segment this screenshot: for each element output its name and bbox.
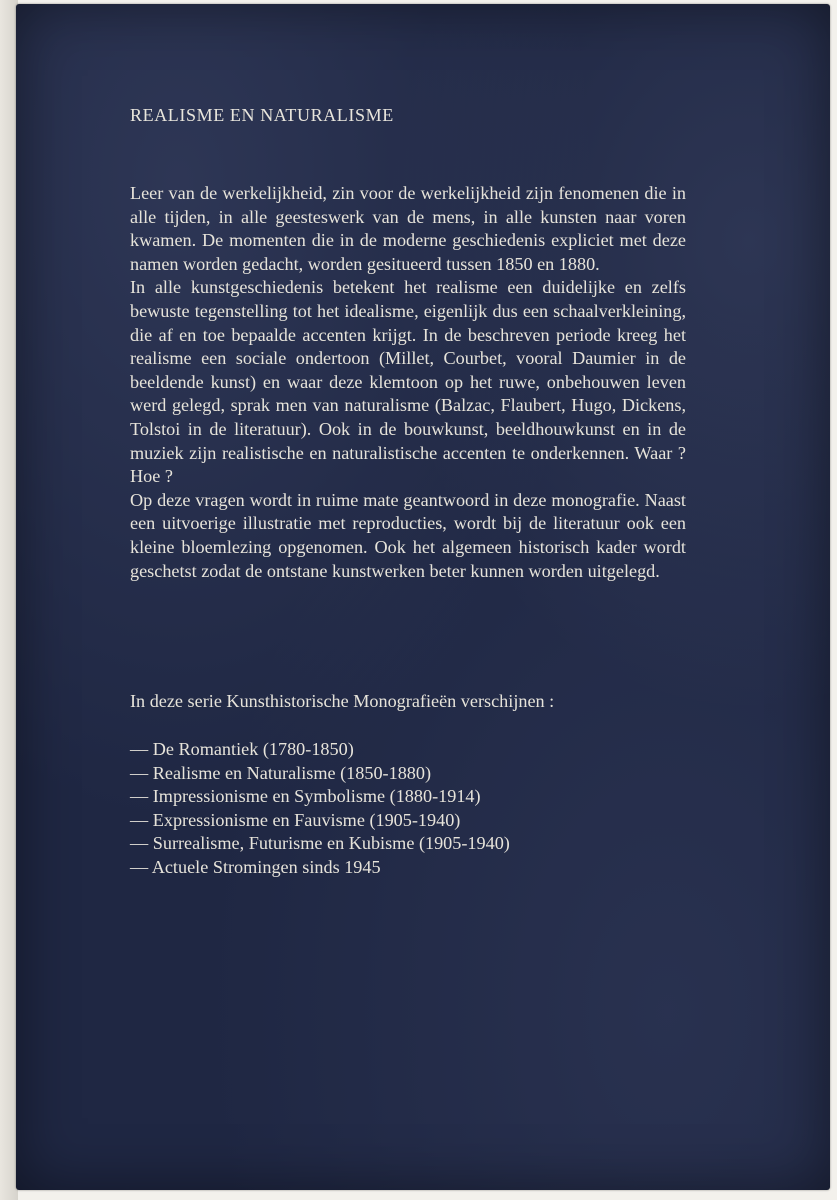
blurb-body: [130, 182, 686, 583]
blurb-paragraph-1: Leer van de werkelijkheid, zin voor de werkelijkheid zijn fenomenen die in alle tijden, in alle geesteswerk van de mens, in alle kunsten naar voren kwamen. De momenten die in de moderne geschiedenis expliciet met deze namen worden gedacht, worden gesitueerd tussen 1850 en 1880.: [130, 183, 686, 274]
blurb-paragraph-2: In alle kunstgeschiedenis betekent het realisme een duidelijke en zelfs bewuste tegenstelling tot het idealisme, eigenlijk dus een schaalverkleining, die af en toe bepaalde accenten krijgt. In de beschreven periode kreeg het realisme een sociale ondertoon (Millet, Courbet, vooral Daumier in de beeldende kunst) en waar deze klemtoon op het ruwe, onbehouwen leven werd gelegd, sprak men van naturalisme (Balzac, Flaubert, Hugo, Dickens, Tolstoi in de literatuur). Ook in de bouwkunst, beeldhouwkunst en in de muziek zijn realistische en naturalistische accenten te onderkennen. Waar ? Hoe ?: [130, 277, 686, 487]
series-item: — Realisme en Naturalisme (1850-1880): [130, 762, 432, 783]
series-heading: In deze serie Kunsthistorische Monografieën verschijnen :: [130, 691, 555, 711]
series-item: — Expressionisme en Fauvisme (1905-1940): [130, 809, 461, 830]
series-item: — Actuele Stromingen sinds 1945: [130, 856, 381, 877]
series-item: — Surrealisme, Futurisme en Kubisme (1905-1940): [130, 833, 510, 854]
series-item: — De Romantiek (1780-1850): [130, 739, 354, 759]
series-item: — Impressionisme en Symbolisme (1880-1914): [130, 786, 481, 807]
blurb-paragraph-3: Op deze vragen wordt in ruime mate geantwoord in deze monografie. Naast een uitvoerige illustratie met reproducties, wordt bij de literatuur ook een kleine bloemlezing opgenomen. Ook het algemeen historisch kader wordt geschetst zodat de ontstane kunstwerken beter kunnen worden uitgelegd.: [130, 489, 686, 581]
book-title: REALISME EN NATURALISME: [130, 105, 394, 125]
series-list: [130, 738, 686, 880]
